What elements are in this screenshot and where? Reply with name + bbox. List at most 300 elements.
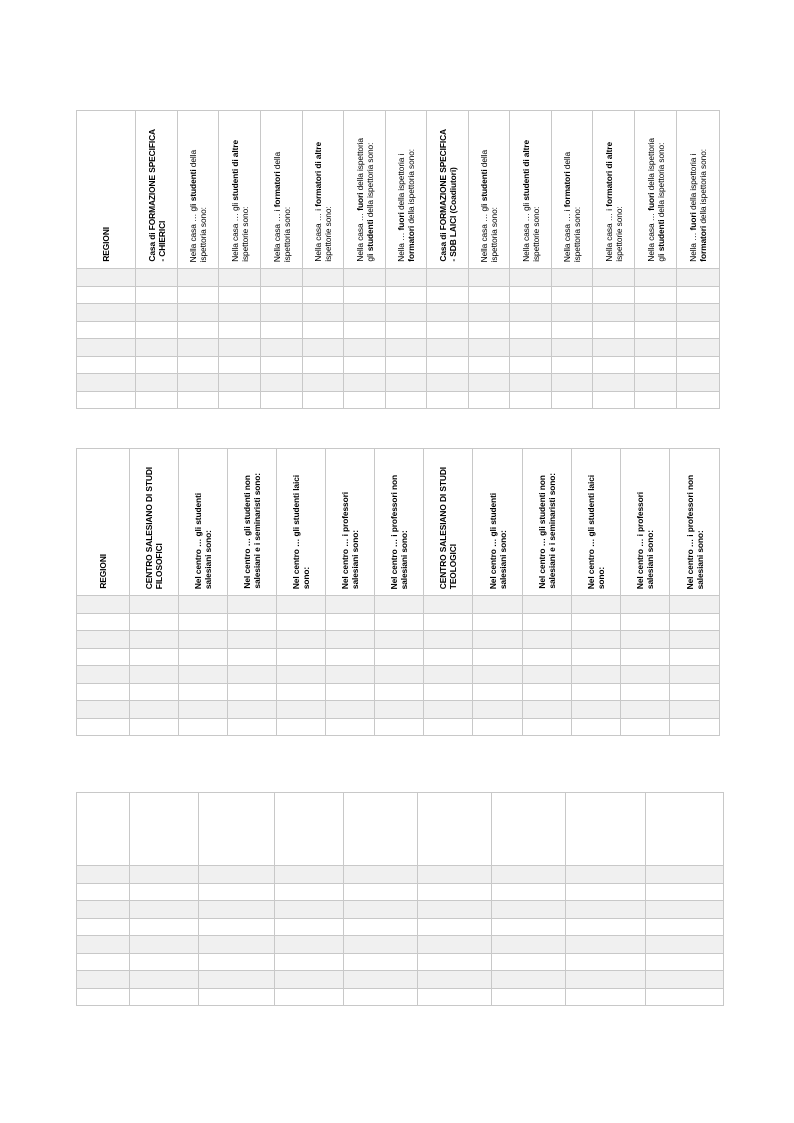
table-cell[interactable]	[277, 631, 326, 649]
table-cell[interactable]	[219, 269, 261, 287]
table-cell[interactable]	[593, 321, 635, 339]
table-cell[interactable]	[228, 701, 277, 719]
table-cell[interactable]	[492, 883, 566, 901]
table-cell[interactable]	[670, 631, 720, 649]
table-cell[interactable]	[492, 953, 566, 971]
table-cell[interactable]	[677, 356, 720, 374]
table-cell[interactable]	[261, 321, 303, 339]
table-cell[interactable]	[418, 866, 492, 884]
table-cell[interactable]	[277, 701, 326, 719]
table-cell[interactable]	[344, 901, 418, 919]
table-cell[interactable]	[469, 321, 510, 339]
table-cell[interactable]	[344, 936, 418, 954]
table-cell[interactable]	[593, 339, 635, 357]
table-cell[interactable]	[303, 321, 344, 339]
table-cell[interactable]	[344, 286, 386, 304]
table-cell[interactable]	[566, 936, 646, 954]
table-cell[interactable]	[277, 596, 326, 614]
table-cell[interactable]	[178, 339, 219, 357]
table-cell[interactable]	[130, 901, 199, 919]
table-cell[interactable]	[677, 286, 720, 304]
table-cell[interactable]	[473, 701, 523, 719]
table-cell[interactable]	[469, 339, 510, 357]
header-label-part: studenti	[364, 219, 375, 252]
table-cell[interactable]	[77, 613, 130, 631]
table-cell[interactable]	[228, 631, 277, 649]
table-cell[interactable]	[469, 391, 510, 409]
table-cell[interactable]	[375, 683, 424, 701]
table-cell[interactable]	[670, 613, 720, 631]
table-cell[interactable]	[646, 953, 724, 971]
table-cell[interactable]	[593, 269, 635, 287]
table-cell[interactable]	[199, 918, 275, 936]
table-cell[interactable]	[621, 613, 670, 631]
table-cell[interactable]	[427, 269, 469, 287]
table-cell[interactable]	[375, 666, 424, 684]
table-cell[interactable]	[646, 988, 724, 1006]
table-cell[interactable]	[424, 701, 473, 719]
table-cell[interactable]	[136, 269, 178, 287]
table-cell[interactable]	[418, 883, 492, 901]
table-cell[interactable]	[469, 304, 510, 322]
table-cell[interactable]	[326, 648, 375, 666]
table-cell[interactable]	[670, 718, 720, 736]
table-cell[interactable]	[473, 631, 523, 649]
table-cell[interactable]	[179, 631, 228, 649]
table-cell[interactable]	[635, 304, 677, 322]
table-cell[interactable]	[523, 683, 572, 701]
table-cell[interactable]	[510, 286, 552, 304]
table-cell[interactable]	[130, 596, 179, 614]
header-cell	[261, 111, 303, 269]
table-cell[interactable]	[566, 883, 646, 901]
table-cell[interactable]	[424, 596, 473, 614]
table-cell[interactable]	[77, 374, 136, 392]
table-cell[interactable]	[136, 321, 178, 339]
table-cell[interactable]	[178, 391, 219, 409]
table-cell[interactable]	[219, 374, 261, 392]
table-cell[interactable]	[473, 683, 523, 701]
table-cell[interactable]	[130, 866, 199, 884]
table-cell[interactable]	[670, 683, 720, 701]
table-cell[interactable]	[303, 374, 344, 392]
table-cell[interactable]	[77, 596, 130, 614]
table-cell[interactable]	[179, 596, 228, 614]
table-cell[interactable]	[677, 304, 720, 322]
table-cell[interactable]	[344, 356, 386, 374]
table-cell[interactable]	[228, 666, 277, 684]
table-cell[interactable]	[228, 648, 277, 666]
table-cell[interactable]	[326, 631, 375, 649]
table-cell[interactable]	[469, 374, 510, 392]
table-cell[interactable]	[646, 883, 724, 901]
table-cell[interactable]	[179, 701, 228, 719]
table-cell[interactable]	[510, 391, 552, 409]
table-cell[interactable]	[179, 648, 228, 666]
table-cell[interactable]	[277, 613, 326, 631]
table-cell[interactable]	[344, 269, 386, 287]
table-cell[interactable]	[572, 718, 621, 736]
table-cell[interactable]	[136, 286, 178, 304]
table-cell[interactable]	[424, 648, 473, 666]
table-cell[interactable]	[552, 391, 593, 409]
header-cell	[670, 449, 720, 596]
table-cell[interactable]	[427, 356, 469, 374]
table-cell[interactable]	[77, 988, 130, 1006]
table-cell[interactable]	[136, 374, 178, 392]
table-cell[interactable]	[261, 391, 303, 409]
table-cell[interactable]	[523, 701, 572, 719]
table-cell[interactable]	[552, 356, 593, 374]
table-cell[interactable]	[593, 286, 635, 304]
table-cell[interactable]	[275, 936, 344, 954]
table-cell[interactable]	[621, 701, 670, 719]
table-cell[interactable]	[375, 701, 424, 719]
table-cell[interactable]	[552, 374, 593, 392]
table-cell[interactable]	[303, 356, 344, 374]
table-cell[interactable]	[427, 374, 469, 392]
table-cell[interactable]	[492, 901, 566, 919]
table-cell[interactable]	[424, 718, 473, 736]
table-cell[interactable]	[344, 339, 386, 357]
table-cell[interactable]	[130, 971, 199, 989]
table-cell[interactable]	[261, 339, 303, 357]
table-cell[interactable]	[510, 321, 552, 339]
table-cell[interactable]	[303, 286, 344, 304]
table-cell[interactable]	[552, 321, 593, 339]
table-cell[interactable]	[621, 718, 670, 736]
table-cell[interactable]	[77, 866, 130, 884]
table-cell[interactable]	[552, 269, 593, 287]
table-cell[interactable]	[130, 613, 179, 631]
table-cell[interactable]	[670, 648, 720, 666]
table-cell[interactable]	[677, 269, 720, 287]
table-cell[interactable]	[77, 648, 130, 666]
table-cell[interactable]	[77, 701, 130, 719]
table-cell[interactable]	[178, 286, 219, 304]
table-cell[interactable]	[375, 613, 424, 631]
table-cell[interactable]	[386, 374, 427, 392]
table-cell[interactable]	[572, 631, 621, 649]
table-cell[interactable]	[344, 953, 418, 971]
table-cell[interactable]	[261, 269, 303, 287]
table-cell[interactable]	[130, 666, 179, 684]
table-cell[interactable]	[179, 683, 228, 701]
table-cell[interactable]	[199, 988, 275, 1006]
table-cell[interactable]	[523, 613, 572, 631]
table-cell[interactable]	[566, 866, 646, 884]
table-cell[interactable]	[670, 701, 720, 719]
table-cell[interactable]	[275, 971, 344, 989]
table-cell[interactable]	[277, 718, 326, 736]
table-cell[interactable]	[303, 339, 344, 357]
table-cell[interactable]	[344, 321, 386, 339]
table-cell[interactable]	[275, 918, 344, 936]
table-cell[interactable]	[424, 631, 473, 649]
table-cell[interactable]	[510, 304, 552, 322]
table-cell[interactable]	[427, 304, 469, 322]
table-cell[interactable]	[136, 356, 178, 374]
table-cell[interactable]	[77, 718, 130, 736]
table-cell[interactable]	[523, 718, 572, 736]
table-cell[interactable]	[386, 356, 427, 374]
table-cell[interactable]	[199, 866, 275, 884]
table-cell[interactable]	[510, 374, 552, 392]
table-cell[interactable]	[635, 321, 677, 339]
table-cell[interactable]	[427, 339, 469, 357]
table-cell[interactable]	[344, 391, 386, 409]
table-cell[interactable]	[566, 971, 646, 989]
table-cell[interactable]	[77, 286, 136, 304]
table-cell[interactable]	[424, 613, 473, 631]
table-cell[interactable]	[277, 648, 326, 666]
table-cell[interactable]	[326, 683, 375, 701]
table-cell[interactable]	[77, 953, 130, 971]
table-cell[interactable]	[418, 953, 492, 971]
table-cell[interactable]	[136, 339, 178, 357]
table-cell[interactable]	[469, 356, 510, 374]
table-cell[interactable]	[303, 304, 344, 322]
table-cell[interactable]	[646, 971, 724, 989]
table-cell[interactable]	[130, 918, 199, 936]
table-cell[interactable]	[344, 883, 418, 901]
table-cell[interactable]	[566, 988, 646, 1006]
table-cell[interactable]	[344, 988, 418, 1006]
table-cell[interactable]	[646, 936, 724, 954]
table-cell[interactable]	[510, 339, 552, 357]
table-cell[interactable]	[344, 918, 418, 936]
table-cell[interactable]	[510, 356, 552, 374]
table-cell[interactable]	[77, 666, 130, 684]
table-cell[interactable]	[572, 701, 621, 719]
table-cell[interactable]	[136, 304, 178, 322]
table-cell[interactable]	[375, 631, 424, 649]
table-cell[interactable]	[199, 901, 275, 919]
table-cell[interactable]	[635, 356, 677, 374]
table-cell[interactable]	[418, 971, 492, 989]
table-cell[interactable]	[646, 901, 724, 919]
table-cell[interactable]	[386, 321, 427, 339]
table-cell[interactable]	[77, 918, 130, 936]
table-cell[interactable]	[677, 374, 720, 392]
table-cell[interactable]	[219, 304, 261, 322]
table-cell[interactable]	[510, 269, 552, 287]
table-cell[interactable]	[552, 339, 593, 357]
table-cell[interactable]	[635, 269, 677, 287]
table-cell[interactable]	[572, 666, 621, 684]
table-cell[interactable]	[130, 718, 179, 736]
table-cell[interactable]	[418, 901, 492, 919]
table-cell[interactable]	[199, 971, 275, 989]
table-cell[interactable]	[593, 304, 635, 322]
table-cell[interactable]	[635, 391, 677, 409]
table-cell[interactable]	[375, 596, 424, 614]
table-cell[interactable]	[275, 901, 344, 919]
table-cell[interactable]	[275, 953, 344, 971]
table-cell[interactable]	[178, 321, 219, 339]
table-cell[interactable]	[130, 701, 179, 719]
table-cell[interactable]	[228, 718, 277, 736]
table-cell[interactable]	[344, 374, 386, 392]
table-cell[interactable]	[424, 683, 473, 701]
table-cell[interactable]	[219, 339, 261, 357]
table-cell[interactable]	[492, 936, 566, 954]
table-cell[interactable]	[179, 613, 228, 631]
table-cell[interactable]	[635, 374, 677, 392]
table-cell[interactable]	[275, 883, 344, 901]
table-cell[interactable]	[178, 304, 219, 322]
table-cell[interactable]	[219, 321, 261, 339]
table-cell[interactable]	[77, 339, 136, 357]
table-cell[interactable]	[523, 631, 572, 649]
table-cell[interactable]	[386, 286, 427, 304]
table-cell[interactable]	[473, 613, 523, 631]
table-cell[interactable]	[473, 596, 523, 614]
table-cell[interactable]	[427, 286, 469, 304]
table-cell[interactable]	[326, 701, 375, 719]
table-cell[interactable]	[646, 866, 724, 884]
table-cell[interactable]	[77, 683, 130, 701]
table-cell[interactable]	[473, 648, 523, 666]
table-cell[interactable]	[635, 286, 677, 304]
table-cell[interactable]	[621, 666, 670, 684]
table-cell[interactable]	[277, 666, 326, 684]
table-cell[interactable]	[130, 883, 199, 901]
table-cell[interactable]	[130, 953, 199, 971]
table-cell[interactable]	[427, 391, 469, 409]
table-cell[interactable]	[572, 648, 621, 666]
table-cell[interactable]	[492, 971, 566, 989]
table-cell[interactable]	[199, 953, 275, 971]
table-cell[interactable]	[77, 391, 136, 409]
table-cell[interactable]	[469, 286, 510, 304]
table-cell[interactable]	[566, 953, 646, 971]
table-cell[interactable]	[375, 718, 424, 736]
table-cell[interactable]	[77, 901, 130, 919]
table-cell[interactable]	[261, 374, 303, 392]
table-cell[interactable]	[552, 286, 593, 304]
table-cell[interactable]	[572, 683, 621, 701]
table-cell[interactable]	[77, 883, 130, 901]
table-cell[interactable]	[219, 286, 261, 304]
table-cell[interactable]	[523, 666, 572, 684]
table-cell[interactable]	[593, 356, 635, 374]
table-cell[interactable]	[130, 631, 179, 649]
table-cell[interactable]	[492, 918, 566, 936]
table-cell[interactable]	[178, 356, 219, 374]
table-cell[interactable]	[566, 901, 646, 919]
table-cell[interactable]	[303, 269, 344, 287]
table-cell[interactable]	[572, 596, 621, 614]
table-cell[interactable]	[492, 866, 566, 884]
table-cell[interactable]	[179, 666, 228, 684]
table-cell[interactable]	[552, 304, 593, 322]
table-cell[interactable]	[427, 321, 469, 339]
table-cell[interactable]	[261, 286, 303, 304]
table-cell[interactable]	[344, 866, 418, 884]
table-cell[interactable]	[621, 648, 670, 666]
table-cell[interactable]	[572, 613, 621, 631]
table-cell[interactable]	[77, 971, 130, 989]
table-cell[interactable]	[277, 683, 326, 701]
table-cell[interactable]	[621, 631, 670, 649]
table-cell[interactable]	[219, 356, 261, 374]
table-cell[interactable]	[492, 988, 566, 1006]
table-cell[interactable]	[179, 718, 228, 736]
table-cell[interactable]	[326, 718, 375, 736]
table-cell[interactable]	[677, 339, 720, 357]
table-cell[interactable]	[418, 936, 492, 954]
table-cell[interactable]	[326, 613, 375, 631]
table-cell[interactable]	[326, 596, 375, 614]
table-cell[interactable]	[386, 391, 427, 409]
table-cell[interactable]	[418, 918, 492, 936]
table-cell[interactable]	[130, 683, 179, 701]
table-cell[interactable]	[219, 391, 261, 409]
table-cell[interactable]	[261, 356, 303, 374]
table-row	[77, 596, 720, 614]
table-cell[interactable]	[303, 391, 344, 409]
table-cell[interactable]	[670, 666, 720, 684]
table-cell[interactable]	[130, 988, 199, 1006]
table-cell[interactable]	[424, 666, 473, 684]
table-cell[interactable]	[593, 391, 635, 409]
table-cell[interactable]	[77, 356, 136, 374]
table-cell[interactable]	[77, 631, 130, 649]
table-cell[interactable]	[228, 596, 277, 614]
table-cell[interactable]	[375, 648, 424, 666]
table-cell[interactable]	[326, 666, 375, 684]
table-cell[interactable]	[386, 304, 427, 322]
table-cell[interactable]	[130, 936, 199, 954]
table-cell[interactable]	[677, 321, 720, 339]
table-cell[interactable]	[473, 666, 523, 684]
table-cell[interactable]	[178, 269, 219, 287]
table-cell[interactable]	[593, 374, 635, 392]
table-cell[interactable]	[77, 304, 136, 322]
table-cell[interactable]	[77, 321, 136, 339]
table-cell[interactable]	[418, 988, 492, 1006]
table-cell[interactable]	[130, 648, 179, 666]
table-cell[interactable]	[523, 596, 572, 614]
table-cell[interactable]	[635, 339, 677, 357]
table-cell[interactable]	[670, 596, 720, 614]
table-cell[interactable]	[473, 718, 523, 736]
table-cell[interactable]	[228, 613, 277, 631]
table-cell[interactable]	[228, 683, 277, 701]
table-cell[interactable]	[136, 391, 178, 409]
table-cell[interactable]	[199, 936, 275, 954]
table-cell[interactable]	[523, 648, 572, 666]
table-cell[interactable]	[646, 918, 724, 936]
table-cell[interactable]	[386, 339, 427, 357]
table-cell[interactable]	[621, 596, 670, 614]
table-cell[interactable]	[621, 683, 670, 701]
table-cell[interactable]	[344, 304, 386, 322]
table-cell[interactable]	[677, 391, 720, 409]
table-cell[interactable]	[275, 988, 344, 1006]
table-cell[interactable]	[386, 269, 427, 287]
table-cell[interactable]	[566, 918, 646, 936]
table-cell[interactable]	[275, 866, 344, 884]
table-cell[interactable]	[199, 883, 275, 901]
table-cell[interactable]	[469, 269, 510, 287]
table-cell[interactable]	[344, 971, 418, 989]
table-cell[interactable]	[77, 269, 136, 287]
table-cell[interactable]	[178, 374, 219, 392]
table-cell[interactable]	[77, 936, 130, 954]
table-cell[interactable]	[261, 304, 303, 322]
